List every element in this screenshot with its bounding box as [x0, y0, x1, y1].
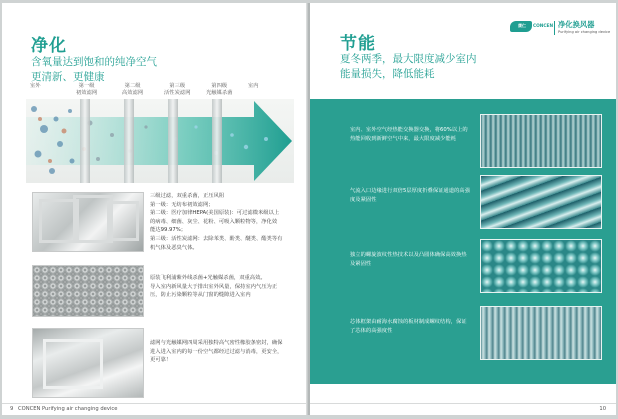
right-page — [310, 3, 616, 415]
brand-logo — [510, 19, 610, 39]
purification-subtitle-1: 含氧量达到饱和的纯净空气 — [31, 56, 157, 68]
logo-divider — [554, 21, 555, 35]
feature-text: 独立的螺旋波纹性热技术以及凸圆体确保高效换热及紧固性 — [350, 252, 467, 267]
feature-text: 气流入口边缘进行双倍5层厚度折叠保证通道的高强度及紧固性 — [350, 188, 470, 203]
filter-stage-4-panel — [212, 99, 222, 183]
diagram-label-outdoor: 室外 — [30, 83, 41, 89]
filter-stage-2-panel — [124, 99, 134, 183]
feature-text: 芯体框架由耐海水腐蚀的板材制成螺纹结构，保证了芯体的高强度性 — [350, 319, 467, 334]
inlet-fold-image — [480, 175, 602, 229]
left-page-number: 9 — [10, 406, 14, 412]
feature-inlet-edge — [310, 175, 616, 229]
heat-exchanger-core-image — [480, 114, 602, 168]
left-footer-text: CONCEN Purifying air changing device — [18, 406, 118, 412]
energy-saving-title: 节能 — [340, 34, 376, 54]
feature-spiral-ripple — [310, 239, 616, 293]
diagram-label-stage-1: 第一级 初效滤网 — [76, 83, 98, 96]
filter-frames-image — [32, 192, 144, 252]
feature-text: 室内、室外空气经热能交换器交换，将60%以上的热能回收到新鲜空气中来，最大限度减少能耗 — [350, 127, 468, 142]
seal-gasket-image — [32, 328, 144, 398]
filter-stage-1-panel — [80, 99, 90, 183]
logo-tagline: Purifying air changing device — [558, 30, 611, 34]
filter-description: 三级过滤，双重杀菌，正压风阻 第一级：无纺布初效滤网； 第二级：医疗加律HEPA(美国原装)：可过滤微米级以上 的病毒、细菌、灰尘、花粉、可吸入颗粒物等，净化效 能达99.97%； 第三级：活性炭滤网：去除苯类、酚类、醚类、酯类等有 机气体及恶臭气体。 — [150, 193, 283, 251]
core-frame-image — [480, 306, 602, 360]
feature-corrosion-frame — [310, 306, 616, 360]
logo-brand-text: CONCEN — [533, 24, 554, 29]
energy-saving-subtitle-2: 能量损失，降低能耗 — [340, 68, 435, 80]
filtration-diagram — [26, 79, 294, 183]
right-page-number: 10 — [599, 406, 606, 412]
photocatalyst-mesh-image — [32, 265, 144, 317]
seal-description: 滤网与光触媒网四周采用独特高气密性橡胶条密封，确保 进入进入室内的每一份空气都经过过滤与消毒，更安全， 更可靠！ — [150, 340, 283, 364]
feature-heat-exchange — [310, 114, 616, 168]
diagram-label-indoor: 室内 — [248, 83, 259, 89]
purification-subtitle-2: 更清新、更健康 — [31, 71, 105, 83]
left-page — [2, 3, 308, 415]
diagram-label-stage-2: 第二级 高效滤网 — [122, 83, 144, 96]
energy-saving-subtitle-1: 夏冬两季，最大限度减少室内 — [340, 53, 477, 65]
sterilization-description: 原装飞利浦紫外线杀菌+光触媒杀菌，双重高效。 导入室内新风量大于排出室外风量，保持室内气压为正 压，防止污染颗粒等从门窗的缝隙进入室内 — [150, 275, 278, 299]
filter-stage-3-panel — [168, 99, 178, 183]
airflow-arrow — [26, 99, 294, 183]
dimpled-plate-image — [480, 239, 602, 293]
purification-title: 净化 — [31, 36, 67, 56]
diagram-label-stage-3: 第三级 活性炭滤网 — [164, 83, 191, 96]
left-page-footer — [2, 403, 308, 415]
right-page-footer — [310, 403, 616, 415]
logo-product-name: 净化换风器 — [558, 20, 595, 29]
diagram-label-stage-4: 第四级 光触媒杀菌 — [206, 83, 233, 96]
logo-mark-text: 康仁 — [518, 23, 526, 28]
